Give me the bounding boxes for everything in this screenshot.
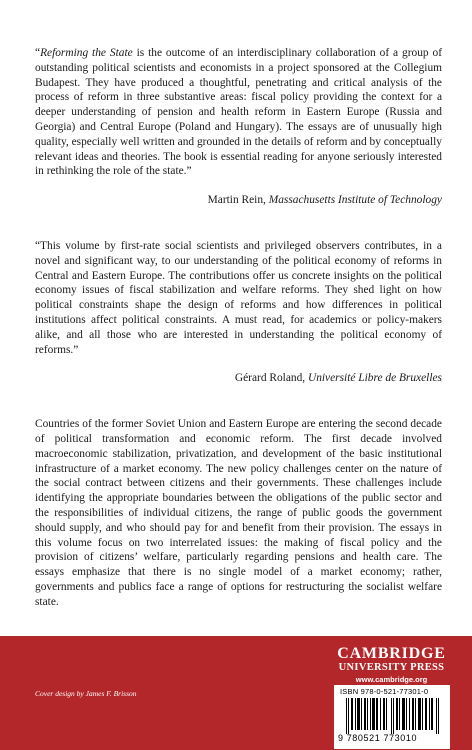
review-2-quote: “This volume by first-rate social scientists and privileged observers contributes, in a novel and significant way, to our understanding of the political economy of reforms in Central and Eastern Europe. The contributions offer us concrete insights on the political economy issues of fiscal stabilization and welfare reforms. They shed light on how political constraints shape the design of reforms and how differences in political institutions affect political constraints. A must read, for academics or policy-makers alike, and all those who are interested in understanding the political economy of reforms.” [35,239,442,356]
book-title-italic: Reforming the State [40,47,133,59]
back-cover-text [35,46,442,610]
isbn-label: ISBN 978-0-521-77301-0 [340,687,429,696]
cover-credit: Cover design by James F. Brisson [35,689,137,698]
publisher-subtitle: UNIVERSITY PRESS [338,662,445,673]
review-2-attribution: Gérard Roland, Université Libre de Bruxelles [234,372,442,385]
footer-band [0,636,472,750]
review-1 [35,46,442,208]
description-text: Countries of the former Soviet Union and Eastern Europe are entering the second decade of political transformation and economic reform. The first decade involved macroeconomic stabilization, privatization, and development of the basic institutional infrastructure of a market economy. The new policy challenges center on the nature of the social contract between citizens and their governments. These challenges include identifying the appropriate boundaries between the obligations of the public sector and the responsibilities of individual citizens, the range of public goods the government should supply, and who should pay for and benefit from their provision. The essays in this volume focus on two interrelated issues: the making of fiscal policy and the provision of citizens’ welfare, particularly regarding pensions and health care. The essays emphasize that there is no single model of a market economy; rather, governments and publics face a range of options for restructuring the socialist welfare state. [35,418,442,608]
book-description [35,417,442,609]
barcode [334,685,450,749]
publisher-logo [334,645,449,685]
publisher-url: www.cambridge.org [355,675,428,684]
publisher-name: CAMBRIDGE [337,645,446,662]
review-1-attribution: Martin Rein, Massachusetts Institute of Technology [207,194,442,207]
review-1-quote: “Reforming the State is the outcome of an interdisciplinary collaboration of a group of outstanding political scientists and economists in a project sponsored at the Collegium Budapest. They have produced a thoughtful, penetrating and critical analysis of the process of reform in three substantive areas: fiscal policy providing the context for a deeper understanding of pension and health reform in Eastern Europe (Russia and Georgia) and Central Europe (Poland and Hungary). The essays are of unusually high quality, especially well written and grounded in the details of reform and by conceptually relevant ideas and theories. The book is essential reading for anyone seriously interested in rethinking the role of the state.” [35,47,442,178]
barcode-number: 9 780521 773010 [338,733,418,743]
barcode-bars [346,698,440,734]
review-2 [35,239,442,386]
